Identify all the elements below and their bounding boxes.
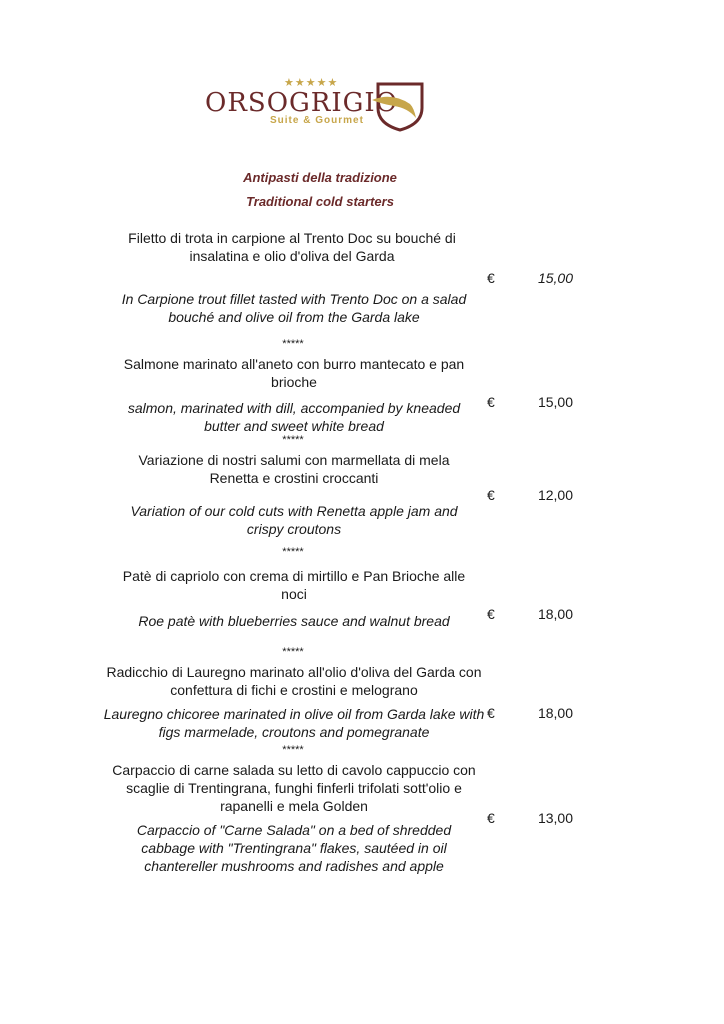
logo-stars: ★★★★★ (284, 77, 339, 89)
menu-item-en: In Carpione trout fillet tasted with Trento Doc on a salad bouché and olive oil from the Garda lake (121, 291, 467, 325)
logo (200, 74, 435, 136)
currency-symbol: € (487, 705, 495, 721)
menu-item-en: Variation of our cold cuts with Renetta apple jam and crispy croutons (130, 503, 458, 537)
menu-item-en: salmon, marinated with dill, accompanied by kneaded butter and sweet white bread (127, 400, 461, 434)
menu-item-price: 15,00 (537, 394, 573, 410)
menu-item-price: 13,00 (537, 810, 573, 826)
menu-item-it: Carpaccio di carne salada su letto di cavolo cappuccio con scaglie di Trentingrana, funghi finferli trifolati sott'olio e rapanelli e mela Golden (112, 762, 476, 814)
currency-symbol: € (487, 270, 495, 286)
menu-item-it: Radicchio di Lauregno marinato all'olio d'oliva del Garda con confettura di fichi e crostini e melograno (106, 664, 482, 698)
logo-wordmark: ORSOGRIGIO (205, 88, 398, 118)
menu-item-en: Roe patè with blueberries sauce and walnut bread (138, 613, 450, 629)
menu-item-en: Carpaccio of "Carne Salada" on a bed of shredded cabbage with "Trentingrana" flakes, sautéed in oil chantereller mushrooms and radishes and apple (136, 822, 452, 874)
section-heading-it: Antipasti della tradizione (243, 170, 397, 185)
menu-item-it: Variazione di nostri salumi con marmellata di mela Renetta e crostini croccanti (138, 452, 450, 486)
separator: ***** (282, 744, 304, 756)
menu-item-price: 15,00 (537, 270, 573, 286)
menu-item-it: Filetto di trota in carpione al Trento Doc su bouché di insalatina e olio d'oliva del Garda (128, 230, 456, 264)
currency-symbol: € (487, 606, 495, 622)
menu-item-en: Lauregno chicoree marinated in olive oil from Garda lake with figs marmelade, croutons and pomegranate (103, 706, 485, 740)
currency-symbol: € (487, 394, 495, 410)
logo-tagline: Suite & Gourmet (270, 115, 364, 126)
menu-item-price: 18,00 (537, 705, 573, 721)
separator: ***** (282, 546, 304, 558)
menu-item-price: 18,00 (537, 606, 573, 622)
separator: ***** (282, 434, 304, 446)
currency-symbol: € (487, 487, 495, 503)
currency-symbol: € (487, 810, 495, 826)
shield-icon (370, 78, 430, 134)
menu-item-price: 12,00 (537, 487, 573, 503)
menu-item-it: Patè di capriolo con crema di mirtillo e Pan Brioche alle noci (122, 568, 466, 602)
separator: ***** (282, 338, 304, 350)
menu-item-it: Salmone marinato all'aneto con burro mantecato e pan brioche (123, 356, 465, 390)
separator: ***** (282, 646, 304, 658)
section-heading-en: Traditional cold starters (246, 194, 394, 209)
